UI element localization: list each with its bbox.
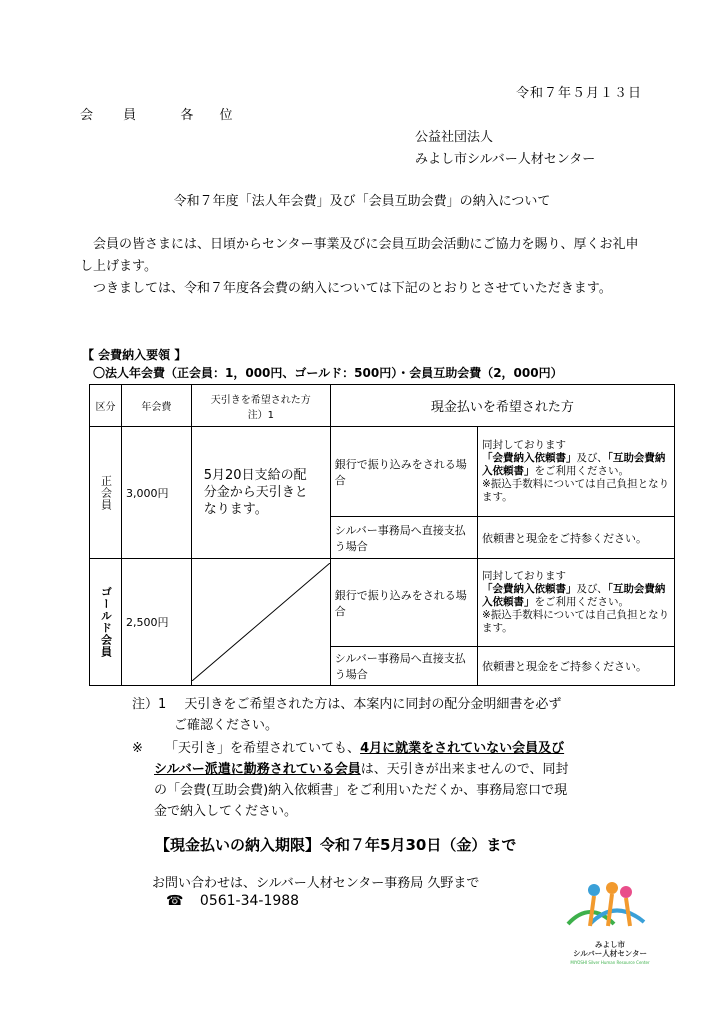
note-emphasis: シルバー派遣に勤務されている会員 — [154, 762, 361, 777]
sender-org-name: みよし市シルバー人材センター — [415, 152, 596, 167]
section-heading: 【 会費納入要領 】 — [82, 348, 187, 362]
bank-text: をご利用ください。 — [534, 465, 629, 477]
fee-table — [89, 384, 675, 686]
center-logo — [560, 880, 660, 965]
sender-org-type: 公益社団法人 — [415, 130, 494, 145]
form-name: 「互助会費納入依頼書」 — [481, 452, 666, 477]
form-name: 「互助会費納入依頼書」 — [481, 583, 666, 608]
bank-text: 及び、 — [576, 583, 608, 595]
logo-name-line: みよし市 — [595, 940, 625, 949]
addressee-char: 各 — [180, 108, 196, 123]
regular-member-label — [90, 427, 122, 559]
section-subheading: 〇法人年会費（正会員：1，000円、ゴールド：500円）・会員互助会費（2，000円） — [93, 366, 563, 380]
addressee-char: 員 — [123, 108, 139, 123]
phone-number: 0561-34-1988 — [199, 893, 300, 909]
header-cash: 現金払いを希望された方 — [330, 385, 674, 427]
gold-bank-instructions — [477, 559, 674, 647]
header-annual-fee: 年会費 — [121, 385, 191, 427]
gold-bank-label: 銀行で振り込みをされる場合 — [330, 559, 477, 647]
bank-text: 同封しております — [481, 570, 566, 582]
logo-name — [560, 940, 660, 967]
note-mark: ※ — [132, 741, 143, 756]
note-text: ご確認ください。 — [174, 718, 279, 733]
note-2 — [132, 738, 632, 822]
logo-name-line: シルバー人材センター — [573, 949, 647, 958]
addressee — [80, 104, 234, 123]
note-text: 「天引き」を希望されていても、 — [165, 741, 361, 756]
regular-fee: 3,000円 — [121, 427, 191, 559]
diagonal-line — [192, 563, 330, 681]
note-text: の「会費(互助会費)納入依頼書」をご利用いただくか、事務局窓口で現 — [154, 783, 568, 798]
table-row — [90, 559, 675, 647]
gold-member-label-text: ゴールド会員 — [99, 586, 113, 658]
regular-bank-label: 銀行で振り込みをされる場合 — [330, 427, 477, 517]
gold-deduction-na — [191, 559, 330, 686]
note-1 — [132, 694, 622, 736]
contact-phone — [166, 893, 299, 909]
fee-note: ※振込手数料については自己負担となります。 — [481, 609, 670, 634]
gold-office-label: シルバー事務局へ直接支払う場合 — [330, 647, 477, 686]
regular-deduction: 5月20日支給の配分金から天引きとなります。 — [191, 427, 330, 559]
addressee-char: 位 — [219, 108, 235, 123]
form-name: 「会費納入依頼書」 — [481, 583, 577, 595]
gold-office-instructions: 依頼書と現金をご持参ください。 — [477, 647, 674, 686]
contact-info: お問い合わせは、シルバー人材センター事務局 久野まで — [152, 876, 480, 891]
logo-english: MIYOSHI Silver Human Resource Center — [570, 960, 650, 965]
document-subject: 令和７年度「法人年会費」及び「会員互助会費」の納入について — [173, 194, 551, 209]
note-emphasis: 4月に就業をされていない会員及び — [360, 741, 565, 756]
phone-icon: ☎ — [166, 893, 184, 909]
gold-fee: 2,500円 — [121, 559, 191, 686]
note-text: は、天引きが出来ませんので、同封 — [360, 762, 569, 777]
addressee-char: 会 — [80, 108, 96, 123]
logo-figures-icon — [560, 880, 660, 936]
body-paragraph-2: つきましては、令和７年度各会費の納入については下記のとおりとさせていただきます。 — [80, 281, 612, 296]
regular-bank-instructions — [477, 427, 674, 517]
gold-member-label — [90, 559, 122, 686]
note-mark: 注）1 — [132, 697, 167, 712]
bank-text: 同封しております — [481, 439, 566, 451]
bank-text: 及び、 — [576, 452, 608, 464]
payment-deadline: 【現金払いの納入期限】令和７年5月30日（金）まで — [155, 836, 517, 854]
body-paragraph-1: 会員の皆さまには、日頃からセンター事業及びに会員互助会活動にご協力を賜り、厚くお礼申し上げます。 — [80, 237, 639, 274]
regular-office-instructions: 依頼書と現金をご持参ください。 — [477, 517, 674, 559]
table-header-row — [90, 385, 675, 427]
bank-text: をご利用ください。 — [534, 596, 629, 608]
regular-member-label-text: 正会員 — [99, 474, 113, 511]
header-category: 区分 — [90, 385, 122, 427]
table-row — [90, 427, 675, 517]
fee-note: ※振込手数料については自己負担となります。 — [481, 478, 670, 503]
note-text: 天引きをご希望された方は、本案内に同封の配分金明細書を必ず — [184, 697, 562, 712]
document-date: 令和７年５月１３日 — [515, 86, 642, 101]
note-text: 金で納入してください。 — [154, 804, 298, 819]
regular-office-label: シルバー事務局へ直接支払う場合 — [330, 517, 477, 559]
header-deduction: 天引きを希望された方 注）1 — [191, 385, 330, 427]
form-name: 「会費納入依頼書」 — [481, 452, 577, 464]
